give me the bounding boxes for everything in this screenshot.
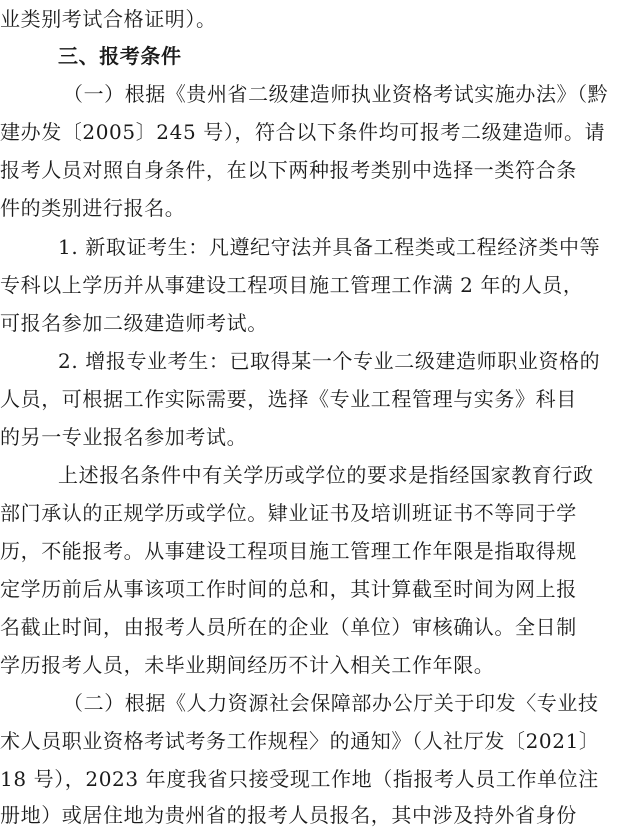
text-line: 可报名参加二级建造师考试。	[0, 311, 268, 335]
text-line: 报考人员对照自身条件，在以下两种报考类别中选择一类符合条	[0, 158, 577, 182]
text-line: （二）根据《人力资源社会保障部办公厅关于印发〈专业技	[63, 691, 599, 715]
text-line: 建办发〔2005〕245 号），符合以下条件均可报考二级建造师。请	[0, 120, 606, 144]
text-line: 18 号），2023 年度我省只接受现工作地（指报考人员工作单位注	[0, 767, 599, 791]
text-line: 业类别考试合格证明）。	[0, 7, 217, 31]
text-line: 册地）或居住地为贵州省的报考人员报名，其中涉及持外省身份	[0, 803, 577, 827]
text-line: 部门承认的正规学历或学位。肄业证书及培训班证书不等同于学	[0, 501, 577, 525]
text-line: 1. 新取证考生：凡遵纪守法并具备工程类或工程经济类中等	[58, 235, 601, 259]
text-line: 学历报考人员，未毕业期间经历不计入相关工作年限。	[0, 653, 495, 677]
text-line: 历，不能报考。从事建设工程项目施工管理工作年限是指取得规	[0, 539, 577, 563]
text-line: 的另一专业报名参加考试。	[0, 425, 248, 449]
text-line: 专科以上学历并从事建设工程项目施工管理工作满 2 年的人员，	[0, 273, 584, 297]
text-line: 2. 增报专业考生：已取得某一个专业二级建造师职业资格的	[58, 349, 601, 373]
text-line: 名截止时间，由报考人员所在的企业（单位）审核确认。全日制	[0, 615, 577, 639]
text-line: （一）根据《贵州省二级建造师执业资格考试实施办法》（黔	[63, 82, 609, 106]
text-line: 术人员职业资格考试考务工作规程〉的通知》（人社厅发〔2021〕	[0, 729, 600, 753]
text-line: 定学历前后从事该项工作时间的总和，其计算截至时间为网上报	[0, 577, 577, 601]
text-line: 上述报名条件中有关学历或学位的要求是指经国家教育行政	[58, 463, 594, 487]
text-line: 件的类别进行报名。	[0, 196, 186, 220]
text-line: 人员，可根据工作实际需要，选择《专业工程管理与实务》科目	[0, 387, 577, 411]
section-heading: 三、报考条件	[58, 44, 182, 68]
